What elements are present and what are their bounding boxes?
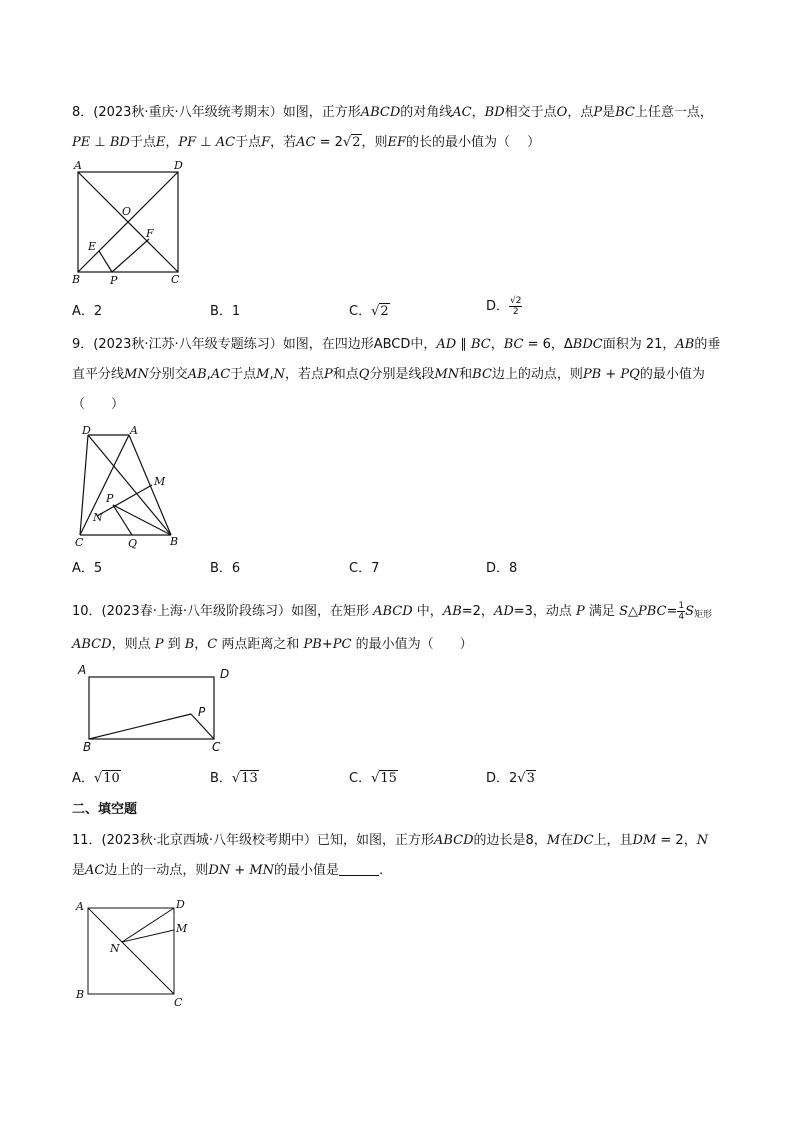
q9-label-p: P: [106, 492, 114, 505]
q9-label-n: N: [93, 511, 103, 524]
q9-label-c: C: [75, 536, 84, 549]
q9-option-d[interactable]: D．8: [486, 561, 518, 576]
question-8-line-2: [72, 128, 732, 158]
q9-text-3: （ ）: [72, 397, 125, 412]
q8-option-a[interactable]: A．2: [72, 304, 103, 319]
q11-label-c: C: [174, 996, 183, 1009]
q10-text-1: 10．(2023春·上海·八年级阶段练习）如图，在矩形 ABCD 中，AB=2，AD=3，动点 P 满足 S△PBC= $\frac{1}{4}$ $S_{矩形}$: [72, 601, 713, 622]
q10-label-b: B: [83, 740, 92, 754]
question-8: [72, 98, 732, 158]
q10-option-c[interactable]: C．√15: [349, 771, 397, 786]
q9-text-1: 9．(2023秋·江苏·八年级专题练习）如图，在四边形ABCD中，AD ∥ BC，BC = 6，ΔBDC面积为 21，AB的垂: [72, 337, 721, 352]
figure-q10: [74, 662, 234, 757]
q11-diagonal-ac: [88, 908, 174, 994]
q8-segment-pe: [99, 251, 112, 272]
q8-text-1: 8．(2023秋·重庆·八年级统考期末）如图，正方形ABCD的对角线AC，BD相交于点O，点P是BC上任意一点，: [72, 105, 713, 120]
q11-segment-dn: [122, 908, 174, 942]
q8-label-e: E: [88, 240, 97, 253]
q9-option-b[interactable]: B．6: [210, 561, 241, 576]
question-9-options: [72, 557, 732, 579]
figure-q8: [70, 160, 190, 285]
q11-text-2: 是AC边上的一动点，则DN + MN的最小值是 ．: [72, 863, 393, 878]
q8-segment-pf: [112, 239, 149, 272]
q9-text-2: 直平分线MN分别交AB,AC于点M,N，若点P和点Q分别是线段MN和BC边上的动点，则PB + PQ的最小值为: [72, 367, 705, 382]
question-8-line-1: [72, 98, 732, 128]
q9-label-a: A: [130, 424, 138, 437]
question-10-options: [72, 767, 732, 789]
q10-option-a[interactable]: A．√10: [72, 771, 120, 786]
q10-option-d[interactable]: D．2√3: [486, 771, 535, 786]
question-8-options: [72, 296, 732, 322]
q11-text-1: 11．(2023秋·北京西城·八年级校考期中）已知，如图，正方形ABCD的边长是8，M在DC上，且DM = 2，N: [72, 833, 709, 848]
q11-label-m: M: [176, 922, 188, 935]
q11-label-d: D: [176, 898, 185, 911]
q11-label-n: N: [110, 942, 120, 955]
q11-segment-nm: [122, 930, 174, 942]
q10-label-a: A: [78, 663, 87, 677]
q8-label-f: F: [146, 227, 154, 240]
q8-label-c: C: [171, 273, 180, 286]
q11-label-a: A: [76, 900, 84, 913]
q8-label-p: P: [110, 274, 118, 287]
q9-label-b: B: [170, 535, 179, 548]
q8-label-a: A: [74, 159, 82, 172]
section-title-fill-in: 二、填空题: [72, 802, 138, 817]
q9-label-d: D: [82, 424, 91, 437]
q8-option-d[interactable]: D． $\frac{√2}{2}$: [486, 296, 522, 317]
q9-label-q: Q: [128, 537, 138, 550]
q10-label-c: C: [212, 740, 221, 754]
question-11: [72, 826, 732, 886]
q9-option-c[interactable]: C．7: [349, 561, 380, 576]
q10-rectangle: [89, 677, 214, 739]
q8-label-d: D: [174, 159, 183, 172]
q8-text-2: PE ⊥ BD于点E，PF ⊥ AC于点F，若AC = 2√2，则EF的长的最小值为（ ）: [72, 135, 541, 150]
q10-option-b[interactable]: B．√13: [210, 771, 258, 786]
q10-segment-bp: [89, 714, 191, 739]
q8-label-b: B: [72, 273, 81, 286]
figure-q11: [72, 898, 197, 1010]
q8-option-c[interactable]: C．√2: [349, 304, 389, 319]
q8-label-o: O: [122, 205, 132, 218]
q10-text-2: ABCD，则点 P 到 B，C 两点距离之和 PB+PC 的最小值为（ ）: [72, 637, 473, 652]
q11-answer-blank[interactable]: [339, 861, 379, 876]
q11-label-b: B: [76, 988, 85, 1001]
q9-label-m: M: [154, 475, 166, 488]
question-10: [72, 597, 732, 660]
q9-option-a[interactable]: A．5: [72, 561, 103, 576]
q10-label-d: D: [220, 667, 230, 681]
q8-option-b[interactable]: B．1: [210, 304, 241, 319]
q9-segment-pb: [113, 505, 171, 535]
question-9: [72, 330, 732, 420]
figure-q9: [72, 425, 192, 550]
q10-label-p: P: [198, 705, 206, 719]
